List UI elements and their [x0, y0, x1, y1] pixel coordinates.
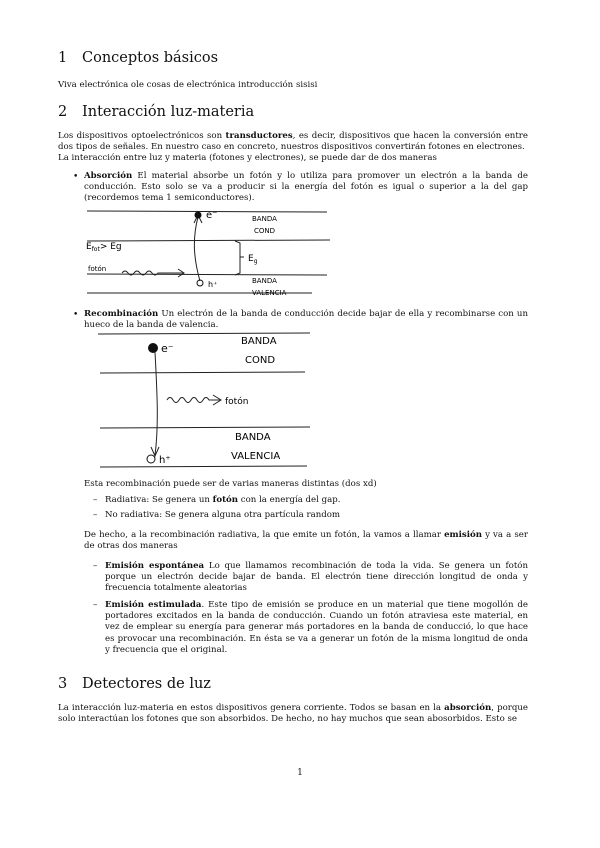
- valence-band-bottom-line: [100, 466, 307, 467]
- dash-marker: –: [93, 495, 98, 505]
- hole-circle: [147, 455, 155, 463]
- absorcion-item: Absorción El material absorbe un fotón y lo utiliza para promover un electrón a la banda de conducción. Esto solo se va a producir si la energía del fotón es igual o superior a la del gap (recordemos tema 1 semiconductores).: [84, 171, 528, 204]
- page-number: 1: [297, 768, 303, 778]
- band-label: BANDA: [235, 432, 271, 443]
- electron-transition-arrow: [194, 217, 200, 281]
- photon-label: fotón: [88, 265, 107, 273]
- section-2-intro: Los dispositivos optoelectrónicos son transductores, es decir, dispositivos que hacen la conversión entre dos tipos de señales. En nuestro caso en concreto, nuestros dispositivos convertirán fotones en electrones. La interacción entre luz y materia (fotones y electrones), se puede dar de dos maneras: [58, 131, 528, 164]
- electron-dot: [195, 212, 202, 219]
- photon-label: fotón: [225, 397, 249, 407]
- conduction-band-top-line: [98, 333, 310, 334]
- emision-paragraph: De hecho, a la recombinación radiativa, la que emite un fotón, la vamos a llamar emisión y va a ser de otras dos maneras: [84, 530, 528, 552]
- bullet-icon: •: [73, 310, 79, 320]
- band-label: BANDA: [252, 277, 277, 285]
- gap-label: $E_g$: [248, 254, 258, 265]
- photon-energy-label: $E_{fot}> Eg$: [86, 242, 122, 253]
- gap-bracket: [235, 241, 244, 275]
- section-3-text: La interacción luz-materia en estos dispositivos genera corriente. Todos se basan en la absorción, porque solo interactúan los fotones que son absorbidos. De hecho, no hay muchos que sean abosorbidos. Esto se: [58, 703, 529, 725]
- section-3-heading: 3 Detectores de luz: [58, 676, 211, 692]
- band-label: BANDA: [241, 336, 277, 347]
- band-label: COND: [254, 227, 276, 235]
- photon-wave: [167, 398, 220, 403]
- recombination-ways: Esta recombinación puede ser de varias maneras distintas (dos xd): [84, 479, 377, 489]
- hole-label: h⁺: [208, 280, 218, 289]
- valence-band-top-line: [100, 427, 310, 428]
- conduction-band-bottom-line: [100, 372, 305, 373]
- band-label: VALENCIA: [252, 289, 287, 297]
- recombinacion-item: Recombinación Un electrón de la banda de conducción decide bajar de ella y recombinarse con un hueco de la banda de valencia.: [84, 309, 528, 331]
- dash-marker: –: [93, 561, 98, 571]
- hole-label: h⁺: [159, 455, 171, 466]
- band-label: BANDA: [252, 215, 277, 223]
- conduction-band-bottom-line: [87, 240, 330, 241]
- section-2-heading: 2 Interacción luz-materia: [58, 104, 255, 120]
- bullet-icon: •: [73, 172, 79, 182]
- emision-estimulada-item: Emisión estimulada. Este tipo de emisión se produce en un material que tiene mogollón de portadores excitados en la banda de conducción. Cuando un fotón atraviesa este material, en vez de emplear su energía para generar más portadores en la banda de conducció, lo que hace es provocar una recombinación. En ésta se va a generar un fotón de la misma longitud de onda y frecuencia que el original.: [105, 600, 528, 655]
- section-1-text: Viva electrónica ole cosas de electrónica introducción sisisi: [58, 80, 318, 90]
- no-radiativa-item: No radiativa: Se genera alguna otra partícula random: [105, 510, 341, 520]
- dash-marker: –: [93, 510, 98, 520]
- absorption-sketch: [82, 205, 332, 300]
- radiativa-item: Radiativa: Se genera un fotón con la energía del gap.: [105, 495, 341, 505]
- electron-label: e⁻: [206, 210, 218, 221]
- dash-marker: –: [93, 600, 98, 610]
- section-1-heading: 1 Conceptos básicos: [58, 50, 219, 66]
- electron-label: e⁻: [161, 342, 174, 355]
- electron-transition-arrow: [155, 352, 157, 455]
- recombination-sketch: [95, 330, 315, 470]
- band-label: COND: [245, 355, 276, 366]
- emision-espontanea-item: Emisión espontánea Lo que llamamos recombinación de toda la vida. Se genera un fotón porque un electrón decide bajar de banda. El electrón tiene dirección longitud de onda y frecuencia totalmente aleatorias: [105, 561, 528, 594]
- electron-dot: [148, 343, 158, 353]
- band-label: VALENCIA: [231, 451, 281, 462]
- valence-band-top-line: [87, 274, 327, 275]
